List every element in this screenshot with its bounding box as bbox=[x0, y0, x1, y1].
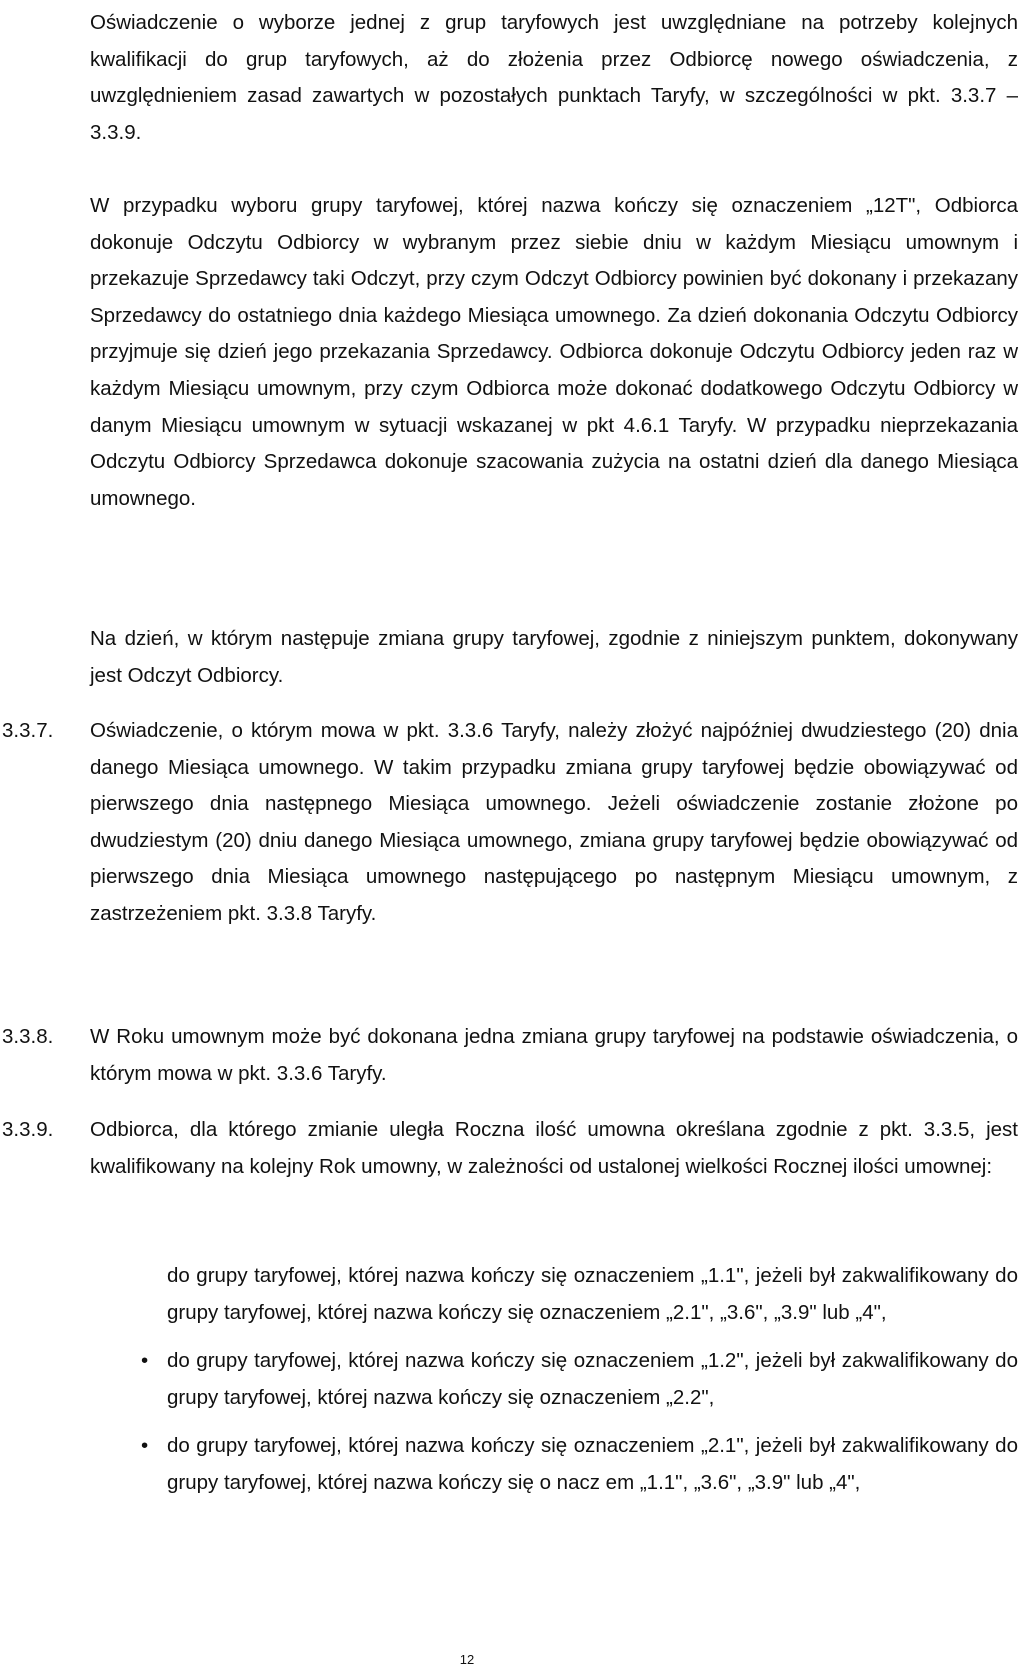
paragraph-reading-on-change: Na dzień, w którym następuje zmiana grupy taryfowej, zgodnie z niniejszym punktem, dokonywany jest Odczyt Odbiorcy. bbox=[90, 627, 1018, 687]
list-item-text: do grupy taryfowej, której nazwa kończy się oznaczeniem „1.2", jeżeli był zakwalifikowany do grupy taryfowej, której nazwa kończy się oznaczeniem „2.2", bbox=[167, 1349, 1018, 1409]
section-number: 3.3.7. bbox=[2, 719, 54, 742]
paragraph-declaration-validity: Oświadczenie o wyborze jednej z grup taryfowych jest uwzględniane na potrzeby kolejnych kwalifikacji do grup taryfowych, aż do złożenia przez Odbiorcę nowego oświadczenia, z uwzględnieniem zasad zawartych w pozostałych punktach Taryfy, w szczególności w pkt. 3.3.7 – 3.3.9. bbox=[90, 11, 1018, 144]
section-text: Odbiorca, dla którego zmianie uległa Roczna ilość umowna określana zgodnie z pkt. 3.3.5, jest kwalifikowany na kolejny Rok umowny, w zależności od ustalonej wielkości Rocznej ilości umownej: bbox=[90, 1118, 1018, 1178]
section-text: W Roku umownym może być dokonana jedna zmiana grupy taryfowej na podstawie oświadczenia, o którym mowa w pkt. 3.3.6 Taryfy. bbox=[90, 1025, 1018, 1085]
section-3-3-8 bbox=[2, 1019, 1018, 1092]
section-text: Oświadczenie, o którym mowa w pkt. 3.3.6 Taryfy, należy złożyć najpóźniej dwudziestego (20) dnia danego Miesiąca umownego. W takim przypadku zmiana grupy taryfowej będzie obowiązywać od pierwszego dnia następnego Miesiąca umownego. Jeżeli oświadczenie zostanie złożone po dwudziestym (20) dniu danego Miesiąca umownego, zmiana grupy taryfowej będzie obowiązywać od pierwszego dnia Miesiąca umownego następującego po następnym Miesiącu umownym, z zastrzeżeniem pkt. 3.3.8 Taryfy. bbox=[90, 719, 1018, 925]
section-3-3-9 bbox=[2, 1112, 1018, 1185]
bullet-marker: • bbox=[141, 1434, 149, 1458]
paragraph-12t-reading: W przypadku wyboru grupy taryfowej, której nazwa kończy się oznaczeniem „12T", Odbiorca dokonuje Odczytu Odbiorcy w wybranym przez siebie dniu w każdym Miesiącu umownym i przekazuje Sprzedawcy taki Odczyt, przy czym Odczyt Odbiorcy powinien być dokonany i przekazany Sprzedawcy do ostatniego dnia każdego Miesiąca umownego. Za dzień dokonania Odczytu Odbiorcy przyjmuje się dzień jego przekazania Sprzedawcy. Odbiorca dokonuje Odczytu Odbiorcy jeden raz w każdym Miesiącu umownym, przy czym Odbiorca może dokonać dodatkowego Odczytu Odbiorcy w danym Miesiącu umownym w sytuacji wskazanej w pkt 4.6.1 Taryfy. W przypadku nieprzekazania Odczytu Odbiorcy Sprzedawca dokonuje szacowania zużycia na ostatni dzień dla danego Miesiąca umownego. bbox=[90, 194, 1018, 510]
section-number: 3.3.9. bbox=[2, 1118, 54, 1141]
section-number: 3.3.8. bbox=[2, 1025, 54, 1048]
list-item-text: do grupy taryfowej, której nazwa kończy się oznaczeniem „1.1", jeżeli był zakwalifikowany do grupy taryfowej, której nazwa kończy się oznaczeniem „2.1", „3.6", „3.9" lub „4", bbox=[167, 1264, 1018, 1324]
list-item bbox=[167, 1258, 1018, 1331]
list-item bbox=[141, 1343, 1018, 1416]
bullet-marker: • bbox=[141, 1349, 149, 1373]
page-number: 12 bbox=[459, 1652, 475, 1667]
tariff-group-list bbox=[141, 1258, 1018, 1502]
section-3-3-7 bbox=[2, 713, 1018, 933]
list-item-text: do grupy taryfowej, której nazwa kończy się oznaczeniem „2.1", jeżeli był zakwalifikowany do grupy taryfowej, której nazwa kończy się o nacz em „1.1", „3.6", „3.9" lub „4", bbox=[167, 1434, 1018, 1494]
list-item bbox=[141, 1428, 1018, 1501]
